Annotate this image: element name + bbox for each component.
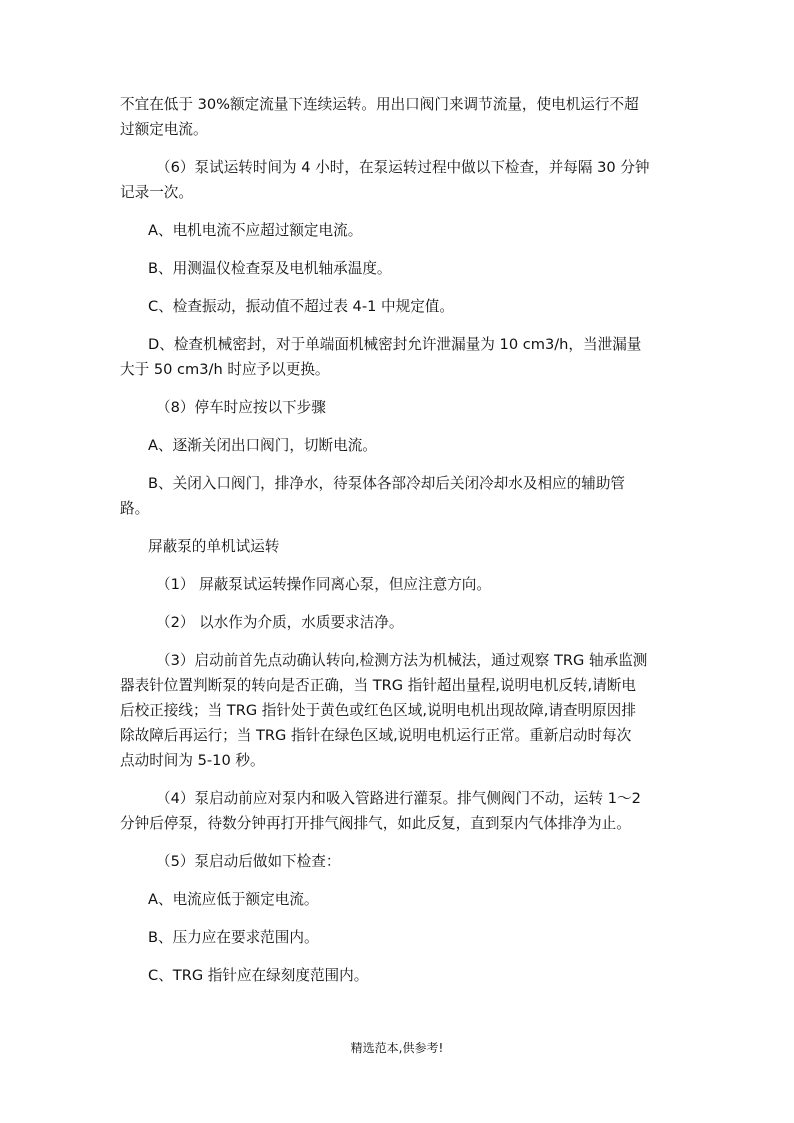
paragraph-canned-3	[120, 648, 686, 773]
section-heading-canned-pump	[120, 534, 686, 559]
text-line: （1） 屏蔽泵试运转操作同离心泵，但应注意方向。	[156, 576, 491, 593]
text-line: B、用测温仪检查泵及电机轴承温度。	[148, 260, 392, 277]
paragraph-stop-a	[120, 433, 686, 458]
text-line: 后校正接线；当 TRG 指针处于黄色或红色区域,说明电机出现故障,请查明原因排	[120, 702, 636, 719]
text-line: （2） 以水作为介质，水质要求洁净。	[156, 614, 404, 631]
text-line: （6）泵试运转时间为 4 小时，在泵运转过程中做以下检查，并每隔 30 分钟	[156, 159, 650, 176]
text-line: 器表针位置判断泵的转向是否正确，当 TRG 指针超出量程,说明电机反转,请断电	[120, 677, 636, 694]
text-line: B、压力应在要求范围内。	[148, 929, 319, 946]
paragraph-check-d	[120, 332, 686, 382]
text-line: D、检查机械密封，对于单端面机械密封允许泄漏量为 10 cm3/h，当泄漏量	[148, 336, 642, 353]
paragraph-check-b	[120, 256, 686, 281]
paragraph-stop-steps	[120, 395, 686, 420]
text-line: 路。	[120, 500, 150, 517]
paragraph-canned-5a	[120, 887, 686, 912]
paragraph-canned-5	[120, 849, 686, 874]
paragraph-stop-b	[120, 471, 686, 521]
paragraph-canned-5c	[120, 963, 686, 988]
page-footer: 精选范本,供参考!	[350, 1041, 444, 1055]
text-line: （5）泵启动后做如下检查：	[156, 853, 341, 870]
paragraph-canned-1	[120, 572, 686, 597]
text-line: 记录一次。	[120, 184, 193, 201]
paragraph-check-c	[120, 294, 686, 319]
paragraph-check-a	[120, 218, 686, 243]
text-line: （3）启动前首先点动确认转向,检测方法为机械法，通过观察 TRG 轴承监测	[156, 652, 648, 669]
text-line: 除故障后再运行；当 TRG 指针在绿色区域,说明电机运行正常。重新启动时每次	[120, 727, 632, 744]
text-line: A、电机电流不应超过额定电流。	[148, 222, 363, 239]
text-line: （8）停车时应按以下步骤	[156, 399, 326, 416]
text-line: 不宜在低于 30%额定流量下连续运转。用出口阀门来调节流量，使电机运行不超	[120, 96, 639, 113]
document-body	[120, 92, 686, 1001]
text-line: A、电流应低于额定电流。	[148, 891, 319, 908]
paragraph-canned-4	[120, 786, 686, 836]
paragraph-canned-5b	[120, 925, 686, 950]
text-line: 分钟后停泵，待数分钟再打开排气阀排气，如此反复，直到泵内气体排净为止。	[120, 815, 631, 832]
text-line: （4）泵启动前应对泵内和吸入管路进行灌泵。排气侧阀门不动，运转 1～2	[156, 790, 641, 807]
text-line: 屏蔽泵的单机试运转	[148, 538, 280, 555]
text-line: 过额定电流。	[120, 121, 208, 138]
text-line: C、TRG 指针应在绿刻度范围内。	[148, 967, 369, 984]
paragraph-canned-2	[120, 610, 686, 635]
text-line: 点动时间为 5-10 秒。	[120, 752, 265, 769]
text-line: A、逐渐关闭出口阀门，切断电流。	[148, 437, 377, 454]
text-line: B、关闭入口阀门，排净水，待泵体各部冷却后关闭冷却水及相应的辅助管	[148, 475, 626, 492]
paragraph-run-time	[120, 155, 686, 205]
paragraph-flow-limit	[120, 92, 686, 142]
text-line: 大于 50 cm3/h 时应予以更换。	[120, 361, 330, 378]
text-line: C、检查振动，振动值不超过表 4-1 中规定值。	[148, 298, 454, 315]
